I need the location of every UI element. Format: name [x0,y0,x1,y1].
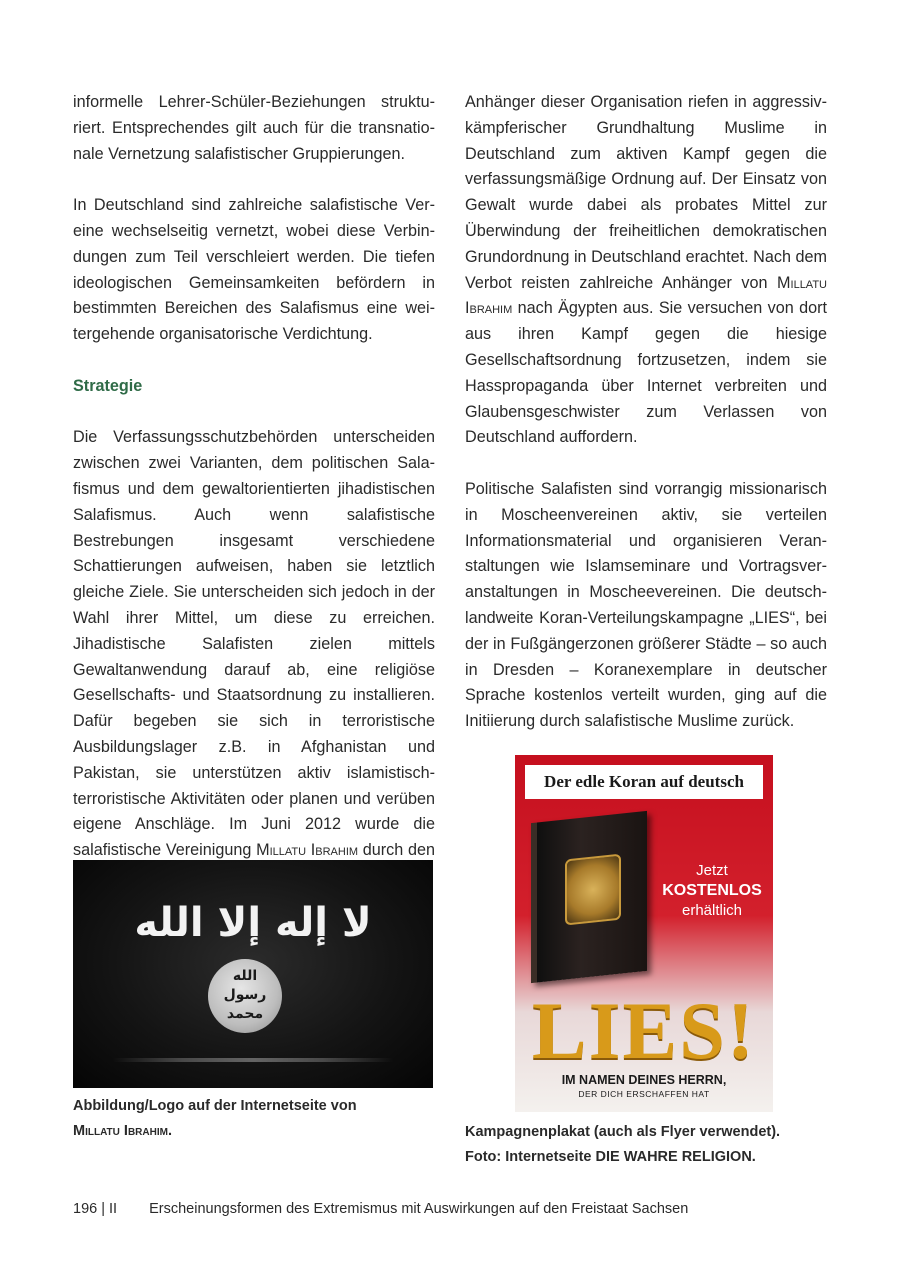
footer-title: Erscheinungsformen des Extremismus mit Auswirkungen auf den Freistaat Sachsen [149,1201,689,1217]
page-footer [73,1197,688,1221]
paragraph-politische-salafisten: Politische Salafisten sind vorrangig missionarisch in Moscheenvereinen aktiv, sie verteilen Informationsmaterial und organisieren Veranstaltungen wie Islamseminare und Vortragsveranstaltungen in Moscheevereinen. Die deutschlandweite Koran-Verteilungskampagne „LIES“, bei der in Fußgängerzonen größerer Städte – so auch in Dresden – Koranexemplare in deutscher Sprache kostenlos verteilt wurden, ging auf die Initiierung durch salafistische Muslime zurück. [465,479,827,731]
caption-flag-line2 [73,1119,433,1144]
seal-line: الله [232,968,258,984]
seal-line: رسول [223,987,267,1003]
caption-flag-line1: Abbildung/Logo auf der Internetseite von [73,1098,357,1114]
org-name-millatu-ibrahim: Millatu Ibrahim [465,273,827,318]
poster-offer [653,861,771,921]
offer-line2: KOSTENLOS [662,882,762,899]
koran-book-icon [531,811,647,983]
paragraph-lehrer-schueler: informelle Lehrer-Schüler-Beziehungen strukturiert. Entsprechendes gilt auch für die transnationale Vernetzung salafistischer Gruppierungen. [73,93,435,163]
text-segment: nach Ägypten aus. Sie versuchen von dort aus ihren Kampf gegen die hiesige Gesellschaftsordnung fortzusetzen, indem sie Hasspropaganda über Internet verbreiten und Glaubensgeschwister zum Verlassen von Deutschland auffordern. [465,299,827,447]
offer-line1: Jetzt [696,862,728,879]
caption-poster-line2: Foto: Internetseite DIE WAHRE RELIGION. [465,1149,756,1165]
paragraph-vernetzung: In Deutschland sind zahlreiche salafistische Vereine wechselseitig vernetzt, wobei diese Verbindungen zum Teil verschleiert werden. Die tiefen ideologischen Gemeinsamkeiten befördern in bestimmten Bereichen des Salafismus eine weitergehende organisatorische Verdichtung. [73,196,435,344]
flag-logo-image [73,860,433,1088]
poster-banner: Der edle Koran auf deutsch [525,765,763,799]
book-ornament [565,854,621,926]
poster-subtitle-small: DER DICH ERSCHAFFEN HAT [578,1089,710,1099]
caption-period: . [167,1123,172,1139]
page-number: 196 | II [73,1201,118,1217]
campaign-poster-image [515,755,773,1112]
section-heading-strategie: Strategie [73,376,143,395]
paragraph-strategie [73,425,435,889]
light-streak [113,1058,393,1062]
text-segment: durch den [362,841,435,860]
text-segment: Die Verfassungsschutzbehörden unterscheiden zwischen zwei Varianten, dem politischen Salafismus und dem gewaltorientierten jihadistischen Salafismus. Auch wenn salafistische Bestrebungen insgesamt verschiedene Schattierungen aufweisen, haben sie letztlich gleiche Ziele. Sie unterscheiden sich jedoch in der Wahl ihrer Mittel, um diese zu erreichen. Jihadistische Salafisten zielen mittels Gewaltanwendung darauf ab, eine religiöse Gesellschafts- und Staatsordnung zu installieren. Dafür begeben sie sich in terroristische Ausbildungslager z.B. in Afghanistan und Pakistan, sie unterstützen aktiv islamistisch-terroristische Aktivitäten oder planen und verüben eigene Anschläge. Im Juni 2012 wurde die salafistische Vereinigung [73,428,435,860]
text-segment: Anhänger dieser Organisation riefen in aggressiv-kämpferischer Grundhaltung Muslime in Deutschland zum aktiven Kampf gegen die verfassungsmäßige Ordnung auf. Der Einsatz von Gewalt wurde dabei als probates Mittel zur Überwindung der freiheitlichen demokratischen Grundordnung in Deutschland erachtet. Nach dem Verbot reisten zahlreiche Anhänger von [465,93,827,292]
paragraph-anhaenger [465,90,827,451]
org-name-millatu-ibrahim: Millatu Ibrahim [73,1123,168,1139]
left-column [73,90,435,890]
flag-seal [208,959,282,1033]
poster-subtitle: IM NAMEN DEINES HERRN, [561,1073,727,1087]
right-column [465,90,827,735]
seal-line: محمد [226,1006,264,1022]
poster-lies-title: LIES! [531,985,757,1076]
caption-poster [465,1120,845,1170]
caption-flag [73,1094,433,1144]
offer-line3: erhältlich [681,902,743,919]
caption-poster-line1: Kampagnenplakat (auch als Flyer verwendet). [465,1124,781,1140]
flag-script-text: لا إله إلا الله [134,900,372,946]
org-name-millatu-ibrahim: Millatu Ibrahim [256,841,359,860]
